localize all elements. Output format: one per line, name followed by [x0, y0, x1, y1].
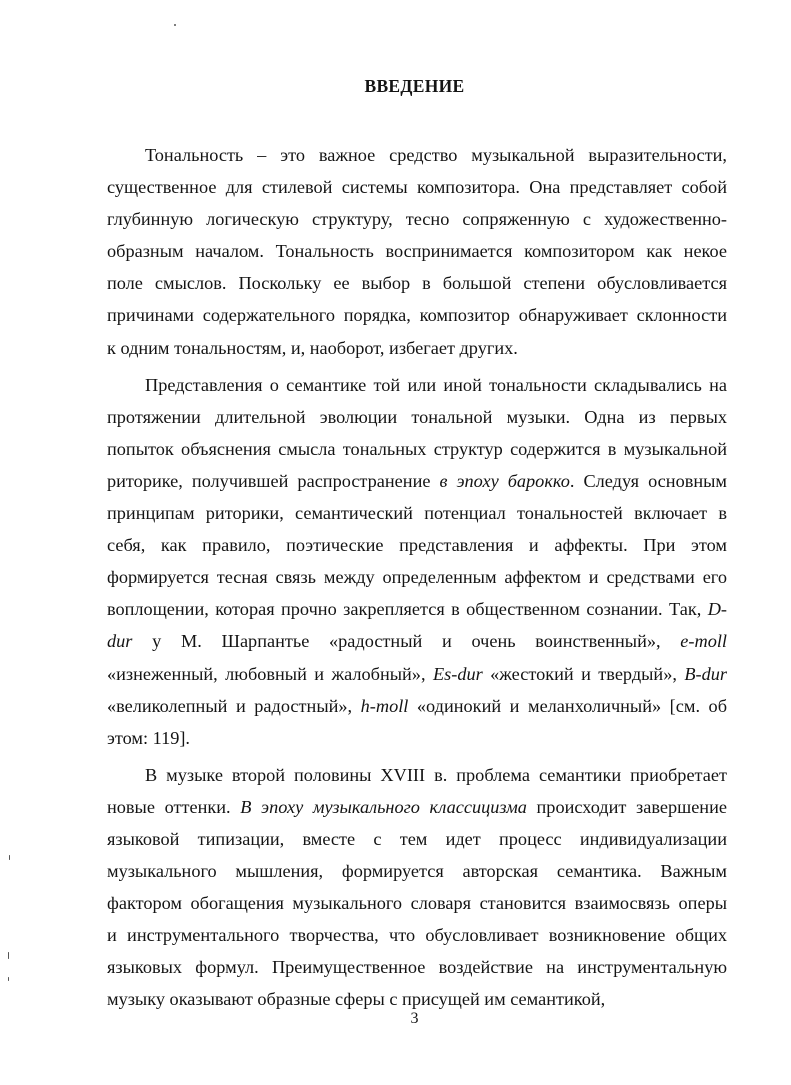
scan-speck: [174, 24, 176, 26]
italic-text: B-dur: [684, 663, 727, 684]
text-run: Представления о семантике той или иной тональности складывались на: [145, 374, 727, 395]
page-number: 3: [410, 1010, 419, 1027]
text-run: музыкального мышления, формируется авторская семантика. Важным: [107, 861, 727, 882]
text-line: [107, 139, 727, 171]
text-run: глубинную логическую структуру, тесно сопряженную с художественно-: [107, 209, 727, 230]
text-run: образным началом. Тональность воспринимается композитором как некое: [107, 241, 727, 262]
text-run: существенное для стилевой системы композитора. Она представляет собой: [107, 177, 727, 198]
text-run: попыток объяснения смысла тональных структур содержится в музыкальной: [107, 438, 727, 459]
text-line: [107, 561, 727, 593]
text-line: [107, 299, 727, 331]
text-run: «великолепный и радостный»,: [107, 695, 361, 716]
text-line: [107, 465, 727, 497]
text-run: поле смыслов. Поскольку ее выбор в большой степени обусловливается: [107, 273, 727, 294]
italic-text: dur: [107, 631, 133, 652]
text-line: [107, 529, 727, 561]
text-line: [107, 919, 727, 951]
italic-text: В эпоху музыкального классицизма: [240, 796, 527, 817]
text-line: [107, 433, 727, 465]
text-run: В музыке второй половины XVIII в. проблема семантики приобретает: [145, 764, 727, 785]
paragraph: [107, 139, 727, 364]
text-run: к одним тональностям, и, наоборот, избегает других.: [107, 337, 518, 358]
text-line: [107, 235, 727, 267]
text-line: [107, 951, 727, 983]
text-run: причинами содержательного порядка, композитор обнаруживает склонности: [107, 305, 727, 326]
paragraph: [107, 759, 727, 1016]
text-run: себя, как правило, поэтические представления и аффекты. При этом: [107, 535, 727, 556]
text-run: новые оттенки.: [107, 796, 241, 817]
text-run: «одинокий и меланхоличный» [см. об: [408, 695, 728, 716]
italic-text: Es-dur: [432, 663, 483, 684]
italic-text: D-: [707, 599, 727, 620]
text-line: [107, 203, 727, 235]
text-line: [107, 658, 727, 690]
text-line: [107, 332, 727, 364]
text-line: [107, 690, 727, 722]
text-run: у М. Шарпантье «радостный и очень воинственный»,: [132, 631, 681, 652]
text-line: [107, 369, 727, 401]
text-line: [107, 791, 727, 823]
text-line: [107, 625, 727, 657]
text-line: [107, 855, 727, 887]
text-line: [107, 593, 727, 625]
text-line: [107, 497, 727, 529]
italic-text: e-moll: [680, 631, 727, 652]
text-run: протяжении длительной эволюции тональной музыки. Одна из первых: [107, 406, 727, 427]
text-line: [107, 267, 727, 299]
text-line: [107, 401, 727, 433]
body-text: [107, 139, 727, 1016]
text-run: формируется тесная связь между определенным аффектом и средствами его: [107, 567, 727, 588]
text-run: риторике, получившей распространение: [107, 470, 440, 491]
text-run: и инструментального творчества, что обусловливает возникновение общих: [107, 925, 727, 946]
text-line: [107, 171, 727, 203]
text-run: принципам риторики, семантический потенциал тональностей включает в: [107, 503, 727, 524]
page-title: ВВЕДЕНИЕ: [364, 76, 465, 96]
text-run: языковых формул. Преимущественное воздействие на инструментальную: [107, 957, 727, 978]
text-run: Тональность – это важное средство музыкальной выразительности,: [145, 145, 727, 165]
scan-speck: [8, 952, 9, 959]
text-run: «жестокий и твердый»,: [482, 663, 685, 684]
text-run: . Следуя основным: [569, 470, 727, 491]
text-run: «изнеженный, любовный и жалобный»,: [107, 663, 433, 684]
scan-speck: [8, 977, 9, 981]
text-run: языковой типизации, вместе с тем идет процесс индивидуализации: [107, 828, 727, 849]
text-run: фактором обогащения музыкального словаря становится взаимосвязь оперы: [107, 893, 727, 914]
text-run: музыку оказывают образные сферы с присущей им семантикой,: [107, 989, 606, 1010]
italic-text: h-moll: [360, 695, 409, 716]
scan-speck: [9, 855, 10, 860]
text-run: воплощении, которая прочно закрепляется в общественном сознании. Так,: [107, 599, 708, 620]
text-line: [107, 887, 727, 919]
italic-text: в эпоху барокко: [439, 470, 570, 491]
text-line: [107, 823, 727, 855]
text-run: происходит завершение: [526, 796, 727, 817]
text-line: [107, 759, 727, 791]
text-run: этом: 119].: [107, 727, 191, 748]
paragraph: [107, 369, 727, 754]
text-line: [107, 722, 727, 754]
